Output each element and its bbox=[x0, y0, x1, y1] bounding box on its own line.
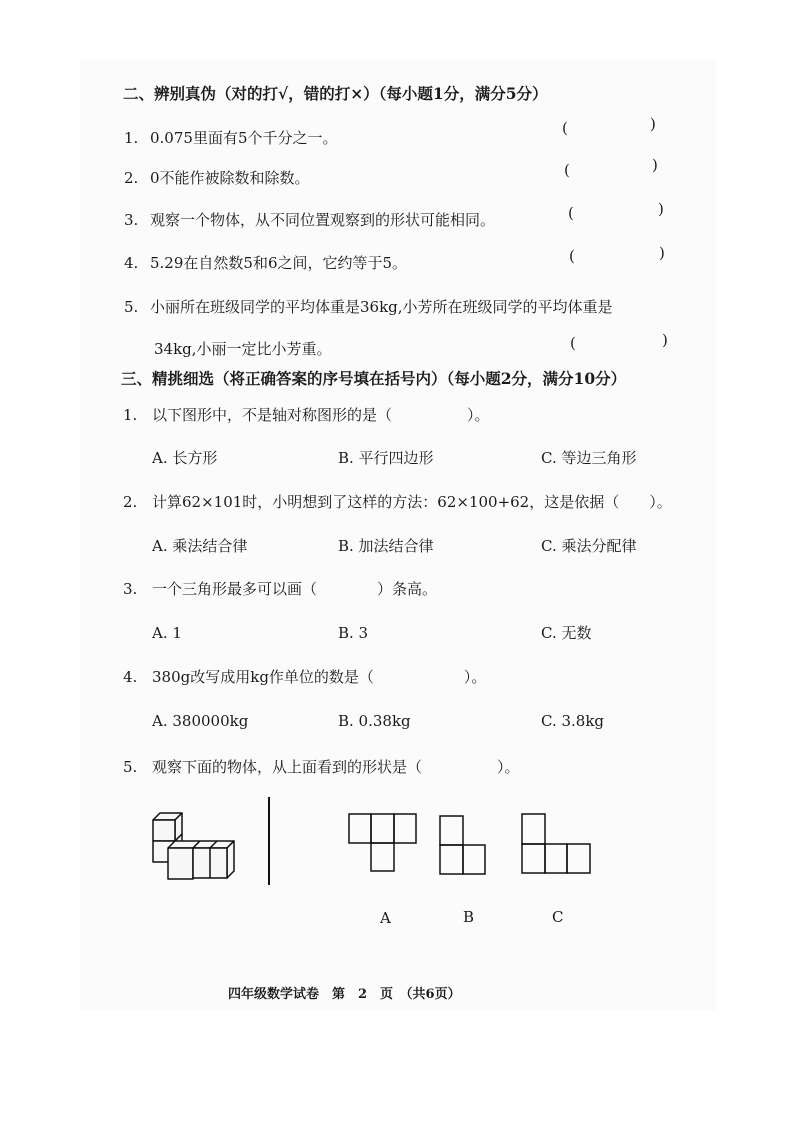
answer-paren-close: ) bbox=[652, 156, 658, 174]
s2-q1-num: 1. bbox=[124, 129, 139, 147]
s3-q2-num: 2. bbox=[123, 493, 138, 511]
s2-q3-num: 3. bbox=[124, 211, 139, 229]
s3-q5-text: 观察下面的物体，从上面看到的形状是（ ）。 bbox=[152, 758, 520, 776]
s3-q4-num: 4. bbox=[123, 668, 138, 686]
s3-q1-option-b: B. 平行四边形 bbox=[338, 449, 434, 467]
s3-q3-num: 3. bbox=[123, 580, 138, 598]
s3-q2-text: 计算62×101时，小明想到了这样的方法：62×100+62，这是依据（ ）。 bbox=[152, 493, 672, 511]
figure-label-b: B bbox=[463, 908, 475, 926]
divider-line bbox=[266, 797, 272, 887]
top-view-option-a bbox=[348, 813, 418, 873]
answer-paren-open: ( bbox=[564, 161, 570, 179]
s3-q3-option-c: C. 无数 bbox=[541, 624, 592, 642]
s2-q2-num: 2. bbox=[124, 169, 139, 187]
s3-q1-num: 1. bbox=[123, 406, 138, 424]
answer-paren-open: ( bbox=[569, 247, 575, 265]
s3-q3-text: 一个三角形最多可以画（ ）条高。 bbox=[152, 580, 438, 598]
answer-paren-close: ) bbox=[659, 244, 665, 262]
answer-paren-open: ( bbox=[568, 204, 574, 222]
s3-q4-option-c: C. 3.8kg bbox=[541, 712, 605, 730]
s3-q1-option-c: C. 等边三角形 bbox=[541, 449, 637, 467]
answer-paren-open: ( bbox=[570, 334, 576, 352]
answer-paren-close: ) bbox=[662, 331, 668, 349]
s3-q5-num: 5. bbox=[123, 758, 138, 776]
figure-label-a: A bbox=[380, 909, 391, 927]
s3-q1-text: 以下图形中，不是轴对称图形的是（ ）。 bbox=[152, 406, 490, 424]
s2-q2-text: 0不能作被除数和除数。 bbox=[150, 169, 310, 187]
s3-q4-option-b: B. 0.38kg bbox=[338, 712, 411, 730]
page-footer: 四年级数学试卷 第 2 页 （共6页） bbox=[228, 987, 461, 1002]
s2-q5-text: 小丽所在班级同学的平均体重是36kg,小芳所在班级同学的平均体重是 bbox=[150, 298, 613, 316]
top-view-option-b bbox=[439, 815, 489, 877]
s2-q5-text-continued: 34kg,小丽一定比小芳重。 bbox=[154, 340, 332, 358]
s2-q3-text: 观察一个物体，从不同位置观察到的形状可能相同。 bbox=[150, 211, 496, 229]
top-view-option-c bbox=[521, 813, 593, 875]
s2-q4-text: 5.29在自然数5和6之间，它约等于5。 bbox=[150, 254, 408, 272]
s2-q4-num: 4. bbox=[124, 254, 139, 272]
s3-q4-option-a: A. 380000kg bbox=[152, 712, 249, 730]
figure-label-c: C bbox=[552, 908, 564, 926]
s3-q2-option-a: A. 乘法结合律 bbox=[152, 537, 248, 555]
section2-title: 二、辨别真伪（对的打√，错的打×）（每小题1分，满分5分） bbox=[123, 84, 548, 103]
answer-paren-close: ) bbox=[650, 115, 656, 133]
s3-q2-option-c: C. 乘法分配律 bbox=[541, 537, 637, 555]
s3-q3-option-a: A. 1 bbox=[152, 624, 182, 642]
s3-q4-text: 380g改写成用kg作单位的数是（ ）。 bbox=[152, 668, 487, 686]
s3-q3-option-b: B. 3 bbox=[338, 624, 369, 642]
answer-paren-close: ) bbox=[658, 200, 664, 218]
s2-q1-text: 0.075里面有5个千分之一。 bbox=[150, 129, 338, 147]
answer-paren-open: ( bbox=[562, 119, 568, 137]
s3-q1-option-a: A. 长方形 bbox=[152, 449, 218, 467]
s2-q5-num: 5. bbox=[124, 298, 139, 316]
cube-figure bbox=[148, 812, 243, 882]
section3-title: 三、精挑细选（将正确答案的序号填在括号内）（每小题2分，满分10分） bbox=[121, 369, 627, 388]
s3-q2-option-b: B. 加法结合律 bbox=[338, 537, 434, 555]
